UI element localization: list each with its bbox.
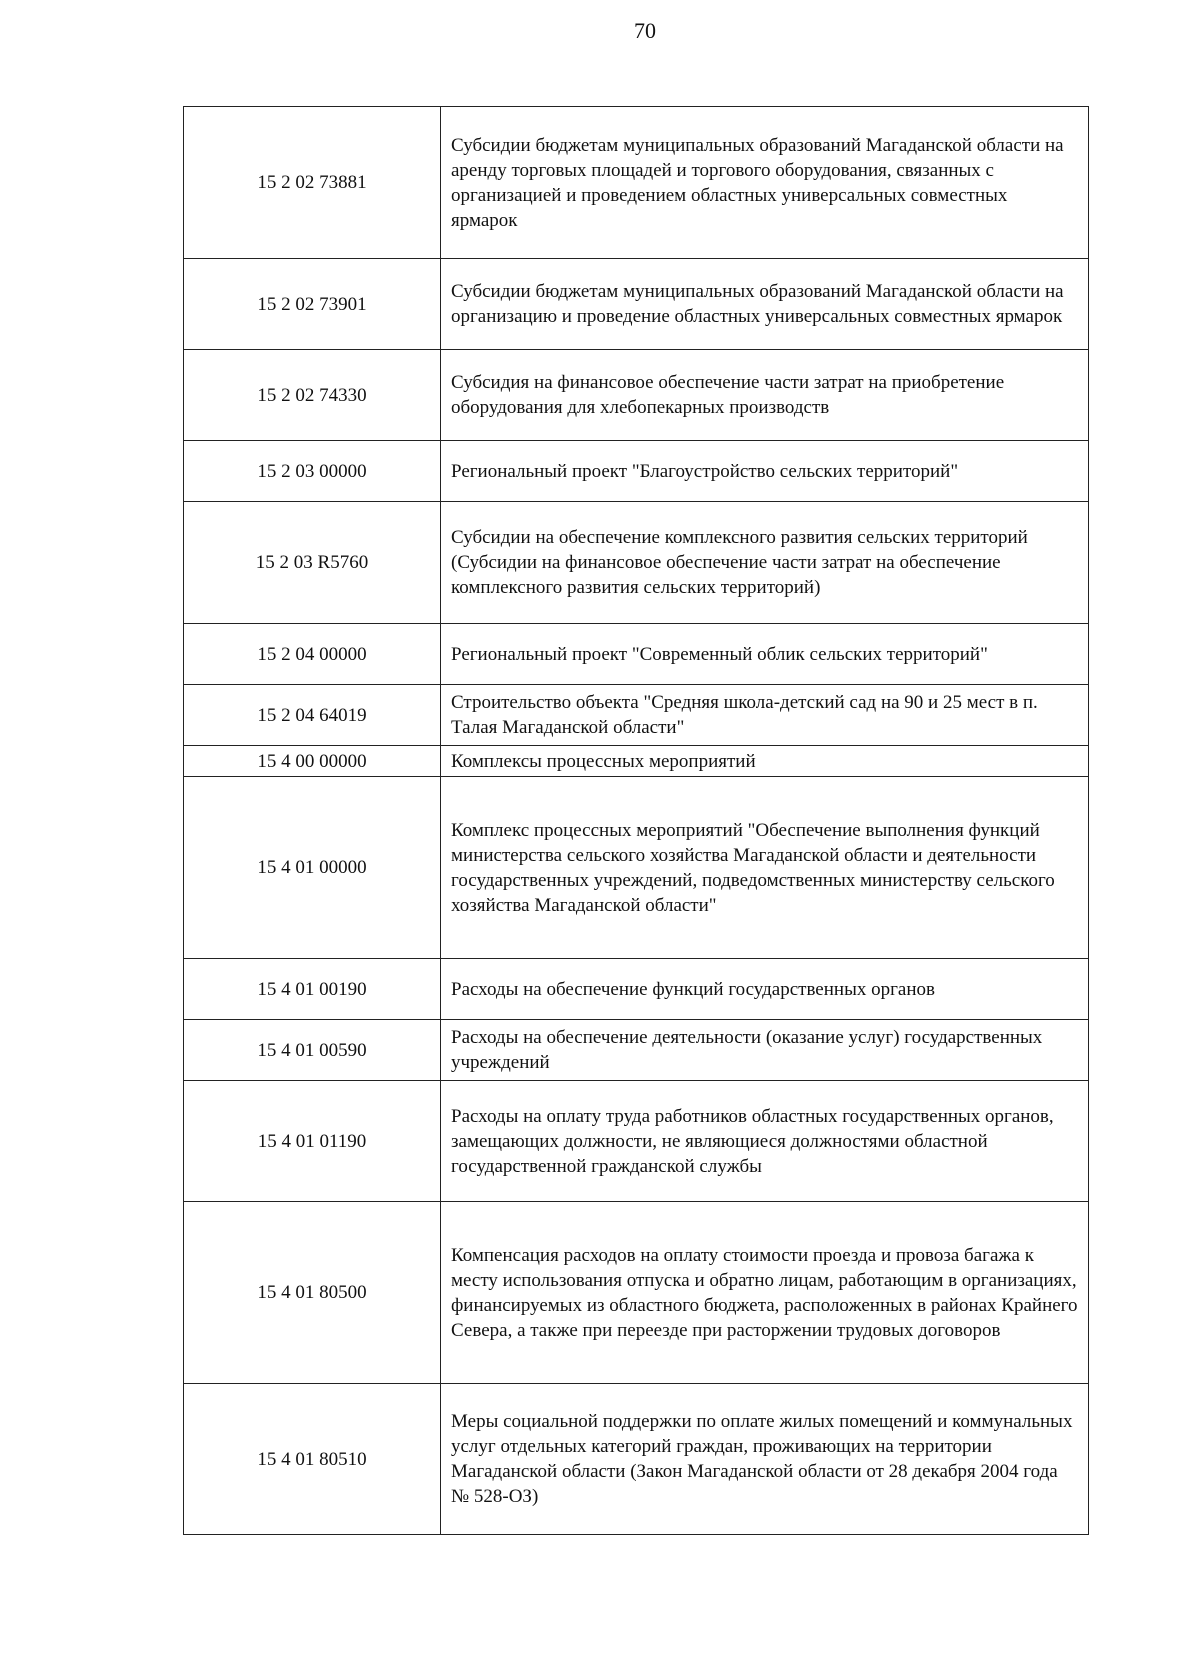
- code-cell: 15 4 01 00190: [184, 959, 441, 1020]
- description-cell: Расходы на обеспечение деятельности (оказание услуг) государственных учреждений: [441, 1020, 1089, 1081]
- table-row: [184, 350, 1089, 441]
- table-row: [184, 259, 1089, 350]
- code-cell: 15 2 02 74330: [184, 350, 441, 441]
- code-cell: 15 2 02 73901: [184, 259, 441, 350]
- table-row: [184, 107, 1089, 259]
- description-cell: Региональный проект "Благоустройство сельских территорий": [441, 441, 1089, 502]
- code-cell: 15 4 01 00590: [184, 1020, 441, 1081]
- table-row: [184, 1020, 1089, 1081]
- description-cell: Расходы на обеспечение функций государственных органов: [441, 959, 1089, 1020]
- description-cell: Строительство объекта "Средняя школа-детский сад на 90 и 25 мест в п. Талая Магаданской области": [441, 685, 1089, 746]
- table-row: [184, 441, 1089, 502]
- code-cell: 15 2 04 00000: [184, 624, 441, 685]
- table-row: [184, 1202, 1089, 1384]
- table-row: [184, 685, 1089, 746]
- code-cell: 15 2 03 00000: [184, 441, 441, 502]
- description-cell: Субсидия на финансовое обеспечение части затрат на приобретение оборудования для хлебопекарных производств: [441, 350, 1089, 441]
- description-cell: Субсидии бюджетам муниципальных образований Магаданской области на аренду торговых площадей и торгового оборудования, связанных с организацией и проведением областных универсальных совместных ярмарок: [441, 107, 1089, 259]
- table-row: [184, 959, 1089, 1020]
- code-cell: 15 4 01 00000: [184, 777, 441, 959]
- table-row: [184, 777, 1089, 959]
- code-cell: 15 4 01 01190: [184, 1081, 441, 1202]
- table-row: [184, 624, 1089, 685]
- code-cell: 15 4 01 80500: [184, 1202, 441, 1384]
- description-cell: Региональный проект "Современный облик сельских территорий": [441, 624, 1089, 685]
- table-row: [184, 1384, 1089, 1535]
- description-cell: Комплекс процессных мероприятий "Обеспечение выполнения функций министерства сельского хозяйства Магаданской области и деятельности государственных учреждений, подведомственных министерству сельского хозяйства Магаданской области": [441, 777, 1089, 959]
- budget-codes-table: [183, 106, 1089, 1535]
- page-number: 70: [634, 18, 656, 43]
- code-cell: 15 2 03 R5760: [184, 502, 441, 624]
- table-row: [184, 1081, 1089, 1202]
- description-cell: Комплексы процессных мероприятий: [441, 746, 1089, 777]
- description-cell: Меры социальной поддержки по оплате жилых помещений и коммунальных услуг отдельных категорий граждан, проживающих на территории Магаданской области (Закон Магаданской области от 28 декабря 2004 года № 528-ОЗ): [441, 1384, 1089, 1535]
- description-cell: Субсидии на обеспечение комплексного развития сельских территорий (Субсидии на финансовое обеспечение части затрат на обеспечение комплексного развития сельских территорий): [441, 502, 1089, 624]
- description-cell: Компенсация расходов на оплату стоимости проезда и провоза багажа к месту использования отпуска и обратно лицам, работающим в организациях, финансируемых из областного бюджета, расположенных в районах Крайнего Севера, а также при переезде при расторжении трудовых договоров: [441, 1202, 1089, 1384]
- code-cell: 15 4 00 00000: [184, 746, 441, 777]
- code-cell: 15 2 02 73881: [184, 107, 441, 259]
- table-row: [184, 746, 1089, 777]
- code-cell: 15 2 04 64019: [184, 685, 441, 746]
- description-cell: Субсидии бюджетам муниципальных образований Магаданской области на организацию и проведение областных универсальных совместных ярмарок: [441, 259, 1089, 350]
- table-row: [184, 502, 1089, 624]
- description-cell: Расходы на оплату труда работников областных государственных органов, замещающих должности, не являющиеся должностями областной государственной гражданской службы: [441, 1081, 1089, 1202]
- code-cell: 15 4 01 80510: [184, 1384, 441, 1535]
